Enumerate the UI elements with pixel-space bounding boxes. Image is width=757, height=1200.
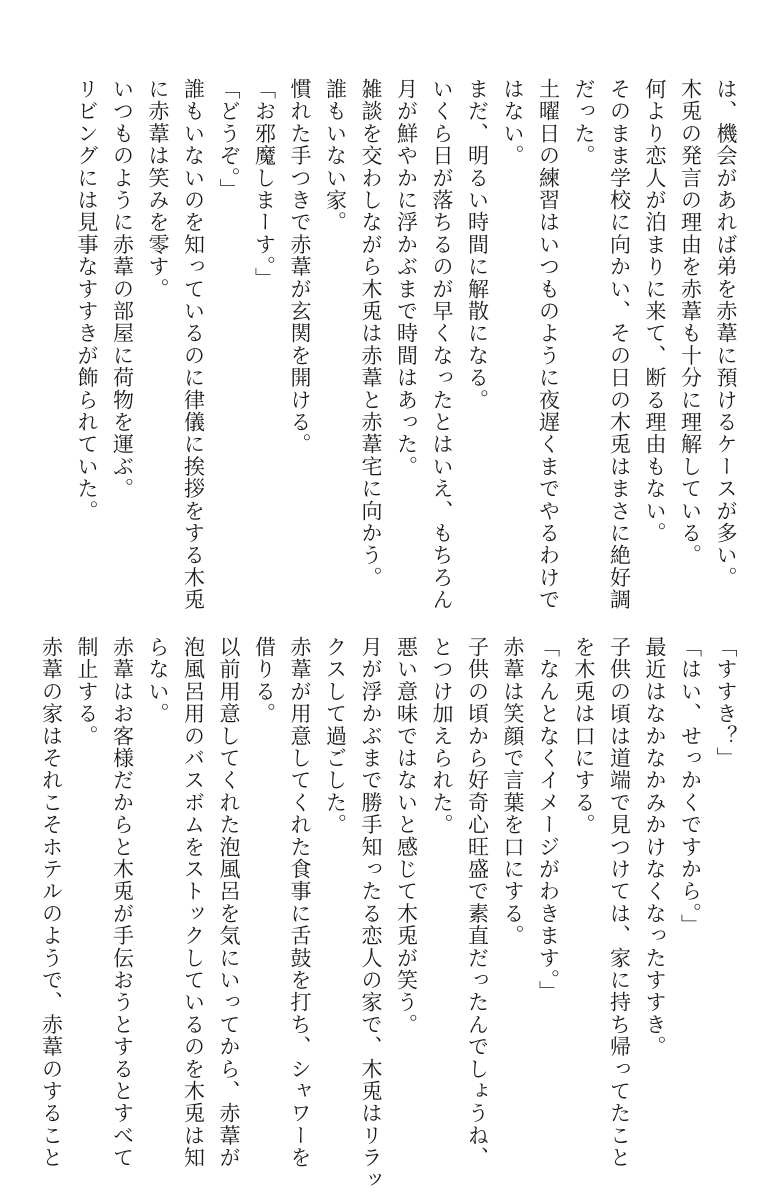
text-line: とつけ加えられた。	[430, 636, 454, 836]
text-line: 誰もいない家。	[323, 78, 348, 234]
text-line: 借りる。	[252, 636, 277, 725]
text-line: クスして過ごした。	[323, 636, 348, 836]
text-block-bottom	[33, 636, 743, 1191]
text-line: 赤葦が用意してくれた食事に舌鼓を打ち、シャワーを	[288, 636, 312, 1169]
text-line: 以前用意してくれた泡風呂を気にいってから、赤葦が	[217, 636, 241, 1169]
text-line: 赤葦の家はそれこそホテルのようで、赤葦のすること	[39, 636, 64, 1169]
text-line: らない。	[146, 636, 170, 725]
text-line: 赤葦は笑顔で言葉を口にする。	[501, 636, 525, 947]
text-block-top	[69, 78, 744, 611]
text-line: いくら日が落ちるのが早くなったとはいえ、もちろん	[430, 78, 454, 611]
dialogue-line: 「なんとなくイメージがわきます。」	[536, 636, 561, 1003]
text-line: は、機会があれば弟を赤葦に預けるケースが多い。	[714, 78, 738, 589]
text-line: 何より恋人が泊まりに来て、断る理由もない。	[643, 78, 667, 545]
text-line: リビングには見事なすすきが飾られていた。	[75, 78, 99, 522]
dialogue-line: 「どうぞ。」	[217, 78, 241, 201]
text-line: 月が鮮やかに浮かぶまで時間はあった。	[394, 78, 419, 478]
text-line: 悪い意味ではないと感じて木兎が笑う。	[394, 636, 419, 1036]
text-line: そのまま学校に向かい、その日の木兎はまさに絶好調	[607, 78, 632, 611]
text-line: を木兎は口にする。	[572, 636, 596, 836]
text-line: 赤葦はお客様だからと木兎が手伝おうとするとすべて	[110, 636, 135, 1169]
text-line: はない。	[501, 78, 525, 167]
text-line: 子供の頃は道端で見つけては、家に持ち帰ってたこと	[607, 636, 632, 1169]
text-line: まだ、明るい時間に解散になる。	[465, 78, 490, 411]
text-line: 慣れた手つきで赤葦が玄関を開ける。	[288, 78, 312, 456]
text-line: 土曜日の練習はいつものように夜遅くまでやるわけで	[536, 78, 561, 611]
dialogue-line: 「すすき？」	[714, 636, 738, 770]
text-line: 制止する。	[75, 636, 99, 747]
text-line: 月が浮かぶまで勝手知ったる恋人の家で、木兎はリラッ	[359, 636, 383, 1191]
text-line: 誰もいないのを知っているのに律儀に挨拶をする木兎	[181, 78, 206, 611]
text-line: 雑談を交わしながら木兎は赤葦と赤葦宅に向かう。	[359, 78, 383, 589]
text-line: 子供の頃から好奇心旺盛で素直だったんでしょうね、	[465, 636, 490, 1169]
text-line: いつものように赤葦の部屋に荷物を運ぶ。	[110, 78, 135, 500]
text-line: だった。	[572, 78, 596, 167]
text-line: 最近はなかなかみかけなくなったすすき。	[643, 636, 667, 1058]
dialogue-line: 「はい、せっかくですから。」	[678, 636, 703, 937]
text-line: 泡風呂用のバスボムをストックしているのを木兎は知	[181, 636, 206, 1169]
text-line: に赤葦は笑みを零す。	[146, 78, 170, 300]
dialogue-line: 「お邪魔しまーす。」	[252, 78, 277, 290]
text-line: 木兎の発言の理由を赤葦も十分に理解している。	[678, 78, 703, 567]
